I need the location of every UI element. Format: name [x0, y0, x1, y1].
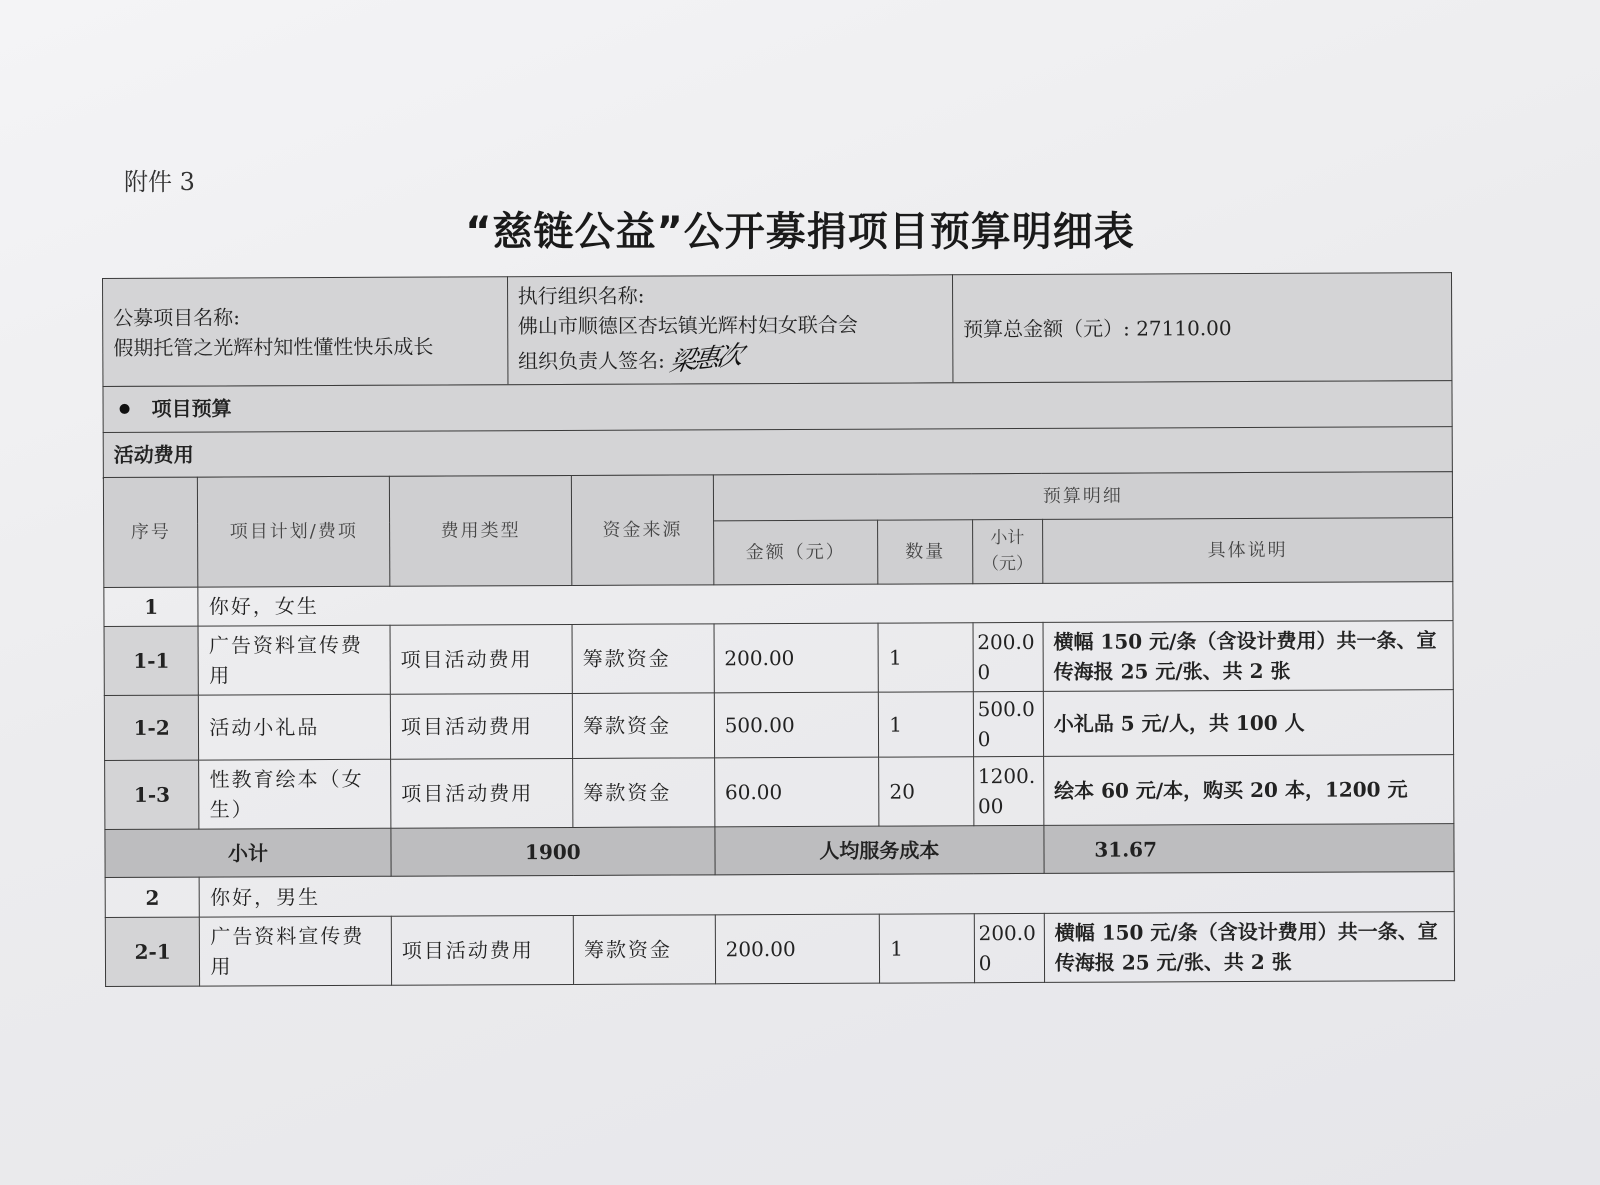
row-subtotal: 200.00	[973, 622, 1043, 691]
row-source: 筹款资金	[572, 624, 714, 694]
group-name: 你好，女生	[198, 582, 1453, 626]
project-info-table	[102, 272, 1452, 387]
row-source: 筹款资金	[573, 758, 715, 828]
row-subtotal: 500.00	[973, 691, 1043, 756]
org-cell	[507, 275, 953, 385]
row-seq: 1-2	[104, 695, 199, 760]
row-amount: 500.00	[714, 692, 879, 758]
bullet-icon	[120, 404, 130, 414]
row-item: 性教育绘本（女生）	[199, 759, 391, 829]
handwritten-signature: 梁惠次	[667, 340, 744, 379]
project-name-cell	[103, 277, 508, 387]
header-item: 项目计划/费项	[198, 476, 390, 587]
category-label-cell	[103, 426, 1452, 478]
header-desc: 具体说明	[1042, 518, 1452, 584]
row-qty: 20	[879, 757, 974, 826]
group-seq: 2	[105, 877, 200, 917]
header-subtotal: 小计（元）	[972, 519, 1042, 583]
section-header-table	[102, 380, 1452, 479]
row-desc: 绘本 60 元/本，购买 20 本，1200 元	[1043, 755, 1453, 826]
group-row	[104, 582, 1453, 627]
row-type: 项目活动费用	[390, 693, 572, 759]
table-row	[105, 912, 1454, 987]
cost-label: 人均服务成本	[715, 825, 1044, 874]
section-label: 项目预算	[151, 396, 232, 421]
header-qty: 数量	[878, 520, 973, 584]
table-row	[104, 621, 1453, 696]
row-seq: 2-1	[105, 917, 200, 986]
summary-label: 小计	[105, 828, 391, 877]
table-row	[104, 690, 1453, 761]
row-desc: 横幅 150 元/条（含设计费用）共一条、宣传海报 25 元/张、共 2 张	[1043, 621, 1453, 692]
project-name-value: 假期托管之光辉村知性懂性快乐成长	[113, 334, 434, 360]
row-seq: 1-1	[104, 626, 199, 695]
row-amount: 200.00	[715, 914, 880, 984]
header-amount: 金额（元）	[713, 520, 878, 585]
attachment-label: 附件 3	[124, 168, 195, 196]
row-subtotal: 1200.00	[973, 756, 1043, 825]
summary-row	[105, 824, 1454, 878]
row-subtotal: 200.00	[974, 913, 1044, 982]
org-name-value: 佛山市顺德区杏坛镇光辉村妇女联合会	[517, 312, 858, 339]
header-detail: 预算明细	[713, 472, 1452, 521]
row-type: 项目活动费用	[390, 624, 572, 694]
table-row	[105, 755, 1454, 830]
row-item: 广告资料宣传费用	[200, 916, 392, 986]
row-desc: 横幅 150 元/条（含设计费用）共一条、宣传海报 25 元/张、共 2 张	[1044, 912, 1454, 983]
row-seq: 1-3	[105, 760, 200, 829]
row-type: 项目活动费用	[391, 915, 573, 985]
row-qty: 1	[878, 623, 973, 692]
row-desc: 小礼品 5 元/人，共 100 人	[1043, 690, 1453, 757]
budget-table	[103, 471, 1455, 987]
group-row	[105, 872, 1454, 918]
row-source: 筹款资金	[572, 693, 714, 759]
row-amount: 200.00	[714, 623, 879, 693]
category-label: 活动费用	[113, 442, 194, 467]
org-name-label: 执行组织名称:	[517, 283, 645, 309]
budget-total-cell	[952, 273, 1452, 383]
group-seq: 1	[104, 587, 199, 626]
cost-value: 31.67	[1044, 824, 1454, 874]
project-name-label: 公募项目名称:	[113, 304, 240, 330]
signature-label: 组织负责人签名:	[518, 348, 665, 374]
budget-table-frame	[102, 272, 1455, 987]
row-item: 广告资料宣传费用	[198, 625, 390, 695]
section-label-cell	[103, 380, 1452, 432]
row-qty: 1	[880, 914, 975, 983]
group-name: 你好，男生	[200, 872, 1455, 917]
header-type: 费用类型	[389, 475, 572, 586]
row-source: 筹款资金	[573, 915, 715, 985]
page-title: “慈链公益”公开募捐项目预算明细表	[465, 209, 1135, 255]
row-item: 活动小礼品	[199, 694, 391, 760]
row-amount: 60.00	[714, 757, 879, 827]
budget-total: 预算总金额（元）: 27110.00	[963, 315, 1232, 341]
summary-value: 1900	[391, 827, 715, 876]
header-source: 资金来源	[571, 475, 713, 586]
row-type: 项目活动费用	[391, 758, 573, 828]
row-qty: 1	[879, 692, 974, 757]
header-seq: 序号	[103, 477, 198, 587]
